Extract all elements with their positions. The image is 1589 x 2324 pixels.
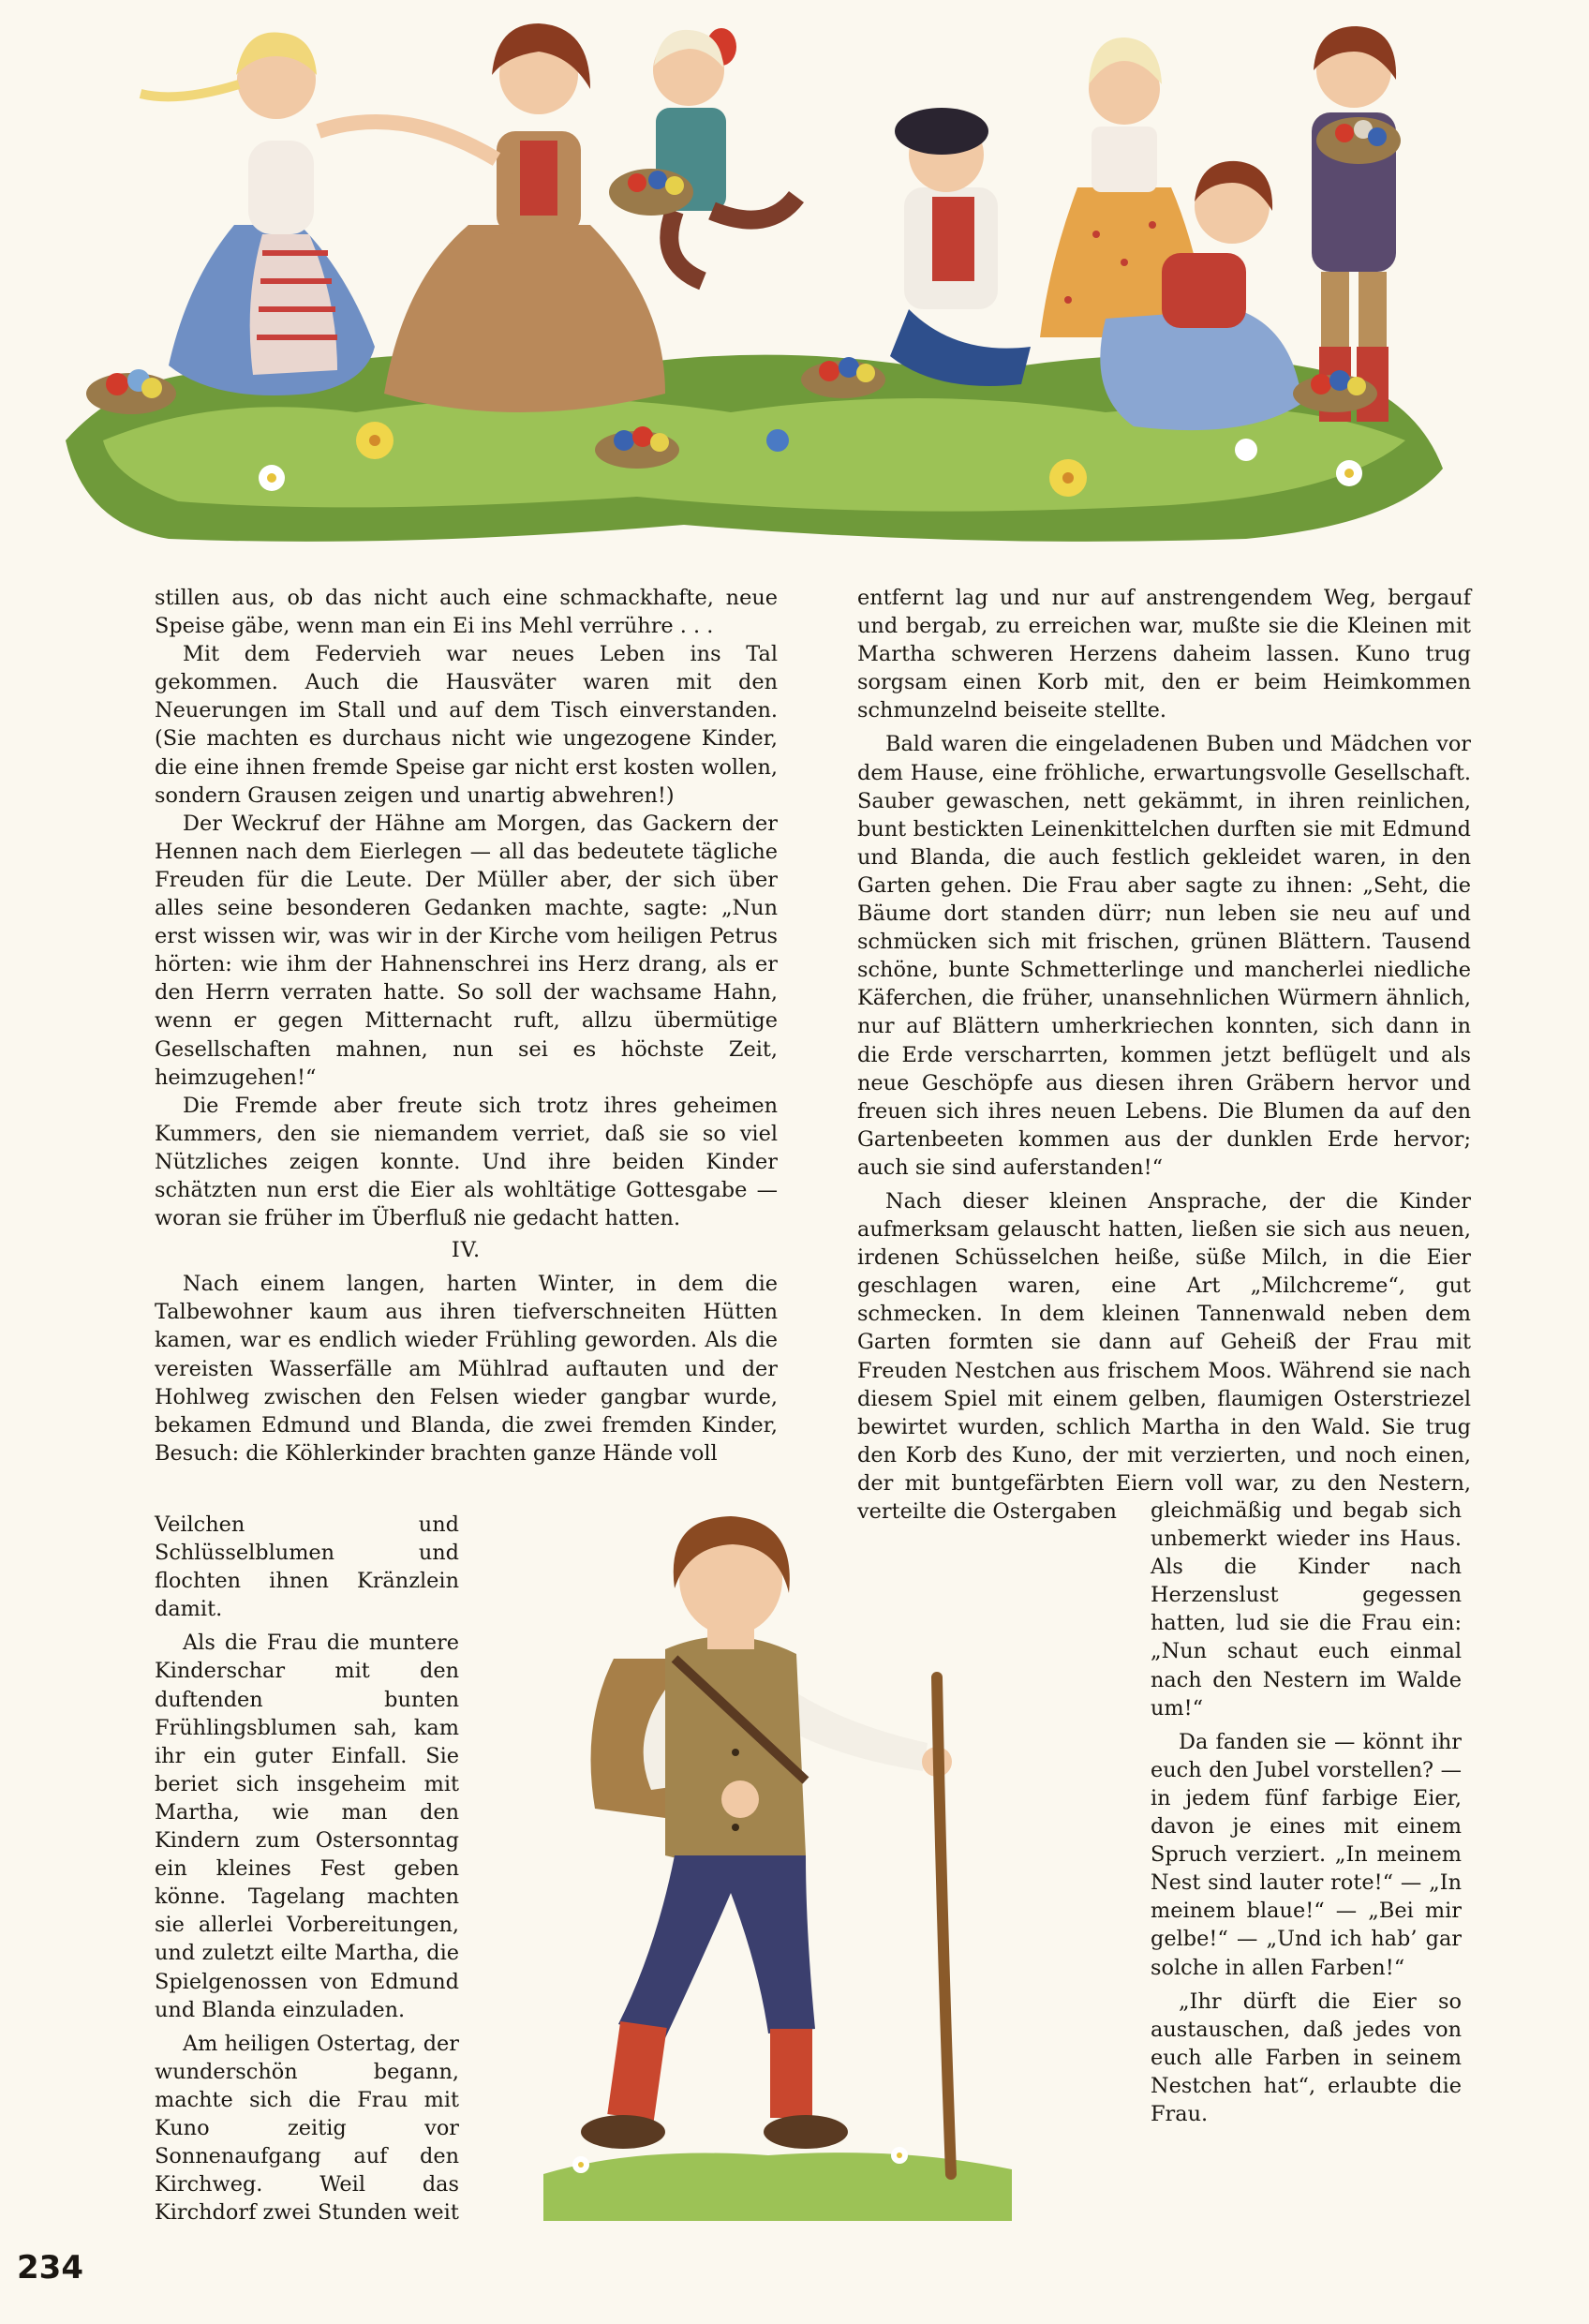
right-paragraph-1: entfernt lag und nur auf anstrengendem Weg, bergauf und bergab, zu erreichen war, mußte sie die Kleinen mit Martha schweren Herzens daheim lassen. Kuno trug sorgsam einen Korb mit, den er beim Heimkommen schmunzelnd beiseite stellte. [857, 586, 1471, 723]
children-easter-scene [28, 0, 1452, 548]
right-column [857, 584, 1471, 1526]
right-paragraph-2: Bald waren die eingeladenen Buben und Mädchen vor dem Hause, eine fröhliche, erwartungsvolle Gesellschaft. Sauber gewaschen, nett gekämmt, in ihren reinlichen, bunt bestickten Leinenkittelchen durften sie mit Edmund und Blanda, die auch festlich gekleidet waren, in den Garten gehen. Die Frau aber sagte zu ihnen: „Seht, die Bäume dort standen dürr; nun leben sie neu auf und schmücken sich mit frischen, grünen Blättern. Tausend schöne, bunte Schmetterlinge und mancherlei niedliche Käferchen, die früher, unansehnlichen Würmern ähnlich, nur auf Blättern umherkriechen konnten, sich dann in die Erde verscharrten, kommen jetzt beflügelt und als neue Geschöpfe aus diesen ihren Gräbern hervor und freuen sich ihres neuen Lebens. Die Blumen da auf den Gartenbeeten kommen aus der dunklen Erde hervor; auch sie sind auferstanden!“ [857, 732, 1471, 1180]
left-narrow-column [155, 1511, 459, 2227]
left-paragraph-4: Die Fremde aber freute sich trotz ihres geheimen Kummers, den sie niemandem verriet, daß sie so viel Nützliches zeigen konnte. Und ihre beiden Kinder schätzten nun erst die Eier als wohltätige Gottesgabe — woran sie früher im Überfluß nie gedacht hatten. [155, 1093, 778, 1231]
right-narrow-paragraph-1: gleichmäßig und begab sich unbemerkt wieder ins Haus. Als die Kinder nach Herzenslust gegessen hatten, lud sie die Frau ein: „Nun schaut euch einmal nach den Nestern im Walde um!“ [1151, 1498, 1462, 1721]
chapter-paragraph: Nach einem langen, harten Winter, in dem die Talbewohner kaum aus ihren tiefverschneiten Hütten kamen, war es endlich wieder Frühling geworden. Als die vereisten Wasserfälle am Mühlrad auftauten und der Hohlweg zwischen den Felsen wieder gangbar wurde, bekamen Edmund und Blanda, die zwei fremden Kinder, Besuch: die Köhlerkinder brachten ganze Hände voll [155, 1272, 778, 1466]
page-number: 234 [17, 2249, 83, 2287]
left-narrow-paragraph-3: Am heiligen Ostertag, der wunderschön begann, machte sich die Frau mit Kuno zeitig vor Sonnenaufgang auf den Kirchweg. Weil das Kirchdorf zwei Stunden weit [155, 2031, 459, 2226]
left-narrow-paragraph-1: Veilchen und Schlüsselblumen und flochten ihnen Kränzlein damit. [155, 1512, 459, 1622]
chapter-heading: IV. [451, 1238, 482, 1263]
right-narrow-paragraph-3: „Ihr dürft die Eier so austauschen, daß jedes von euch alle Farben in seinem Nestchen hat“, erlaubte die Frau. [1151, 1989, 1462, 2126]
left-column [155, 584, 778, 1467]
top-illustration [28, 0, 1452, 548]
left-paragraph-3: Der Weckruf der Hähne am Morgen, das Gackern der Hennen nach dem Eierlegen — all das bedeutete tägliche Freuden für die Leute. Der Müller aber, der sich über alles seine besonderen Gedanken machte, sagte: „Nun erst wissen wir, was wir in der Kirche vom heiligen Petrus hörten: wie ihm der Hahnenschrei ins Herz drang, als er den Herrn verraten hatte. So soll der wachsame Hahn, wenn er gegen Mitternacht ruft, allzu übermütige Gesellschaften mahnen, nun sei es höchste Zeit, heimzugehen!“ [155, 811, 778, 1090]
right-narrow-column [1151, 1497, 1462, 2128]
boy-with-walking-stick [525, 1499, 1049, 2230]
left-paragraph-1: stillen aus, ob das nicht auch eine schmackhafte, neue Speise gäbe, wenn man ein Ei ins Mehl verrühre . . . [155, 586, 778, 639]
left-narrow-paragraph-2: Als die Frau die muntere Kinderschar mit den duftenden bunten Frühlingsblumen sah, kam ihr ein guter Einfall. Sie beriet sich insgeheim mit Martha, wie man den Kindern zum Ostersonntag ein kleines Fest geben könne. Tagelang machten sie allerlei Vorbereitungen, und zuletzt eilte Martha, die Spielgenossen von Edmund und Blanda einzuladen. [155, 1631, 459, 2022]
bottom-illustration [525, 1499, 1049, 2230]
left-paragraph-2: Mit dem Federvieh war neues Leben ins Tal gekommen. Auch die Hausväter waren mit den Neuerungen im Stall und auf dem Tisch einverstanden. (Sie machten es durchaus nicht wie ungezogene Kinder, die eine ihnen fremde Speise gar nicht erst kosten wollen, sondern Grausen zeigen und unartig abwehren!) [155, 642, 778, 808]
right-paragraph-3: Nach dieser kleinen Ansprache, der die Kinder aufmerksam gelauscht hatten, ließen sie sich aus neuen, irdenen Schüsselchen heiße, süße Milch, in die Eier geschlagen waren, eine Art „Milchcreme“, gut schmecken. In dem kleinen Tannenwald neben dem Garten formten sie dann auf Geheiß der Frau mit Freuden Nestchen aus frischem Moos. Während sie nach diesem Spiel mit einem gelben, flaumigen Osterstriezel bewirtet wurden, schlich Martha in den Wald. Sie trug den Korb des Kuno, der mit verzierten, und noch einen, der mit buntgefärbten Eiern voll war, zu den Nestern, verteilte die Ostergaben [857, 1188, 1471, 1524]
right-narrow-paragraph-2: Da fanden sie — könnt ihr euch den Jubel vorstellen? — in jedem fünf farbige Eier, davon je eines mit einem Spruch verziert. „In meinem Nest sind lauter rote!“ — „In meinem blaue!“ — „Bei mir gelbe!“ — „Und ich hab’ gar solche in allen Farben!“ [1151, 1729, 1462, 1980]
